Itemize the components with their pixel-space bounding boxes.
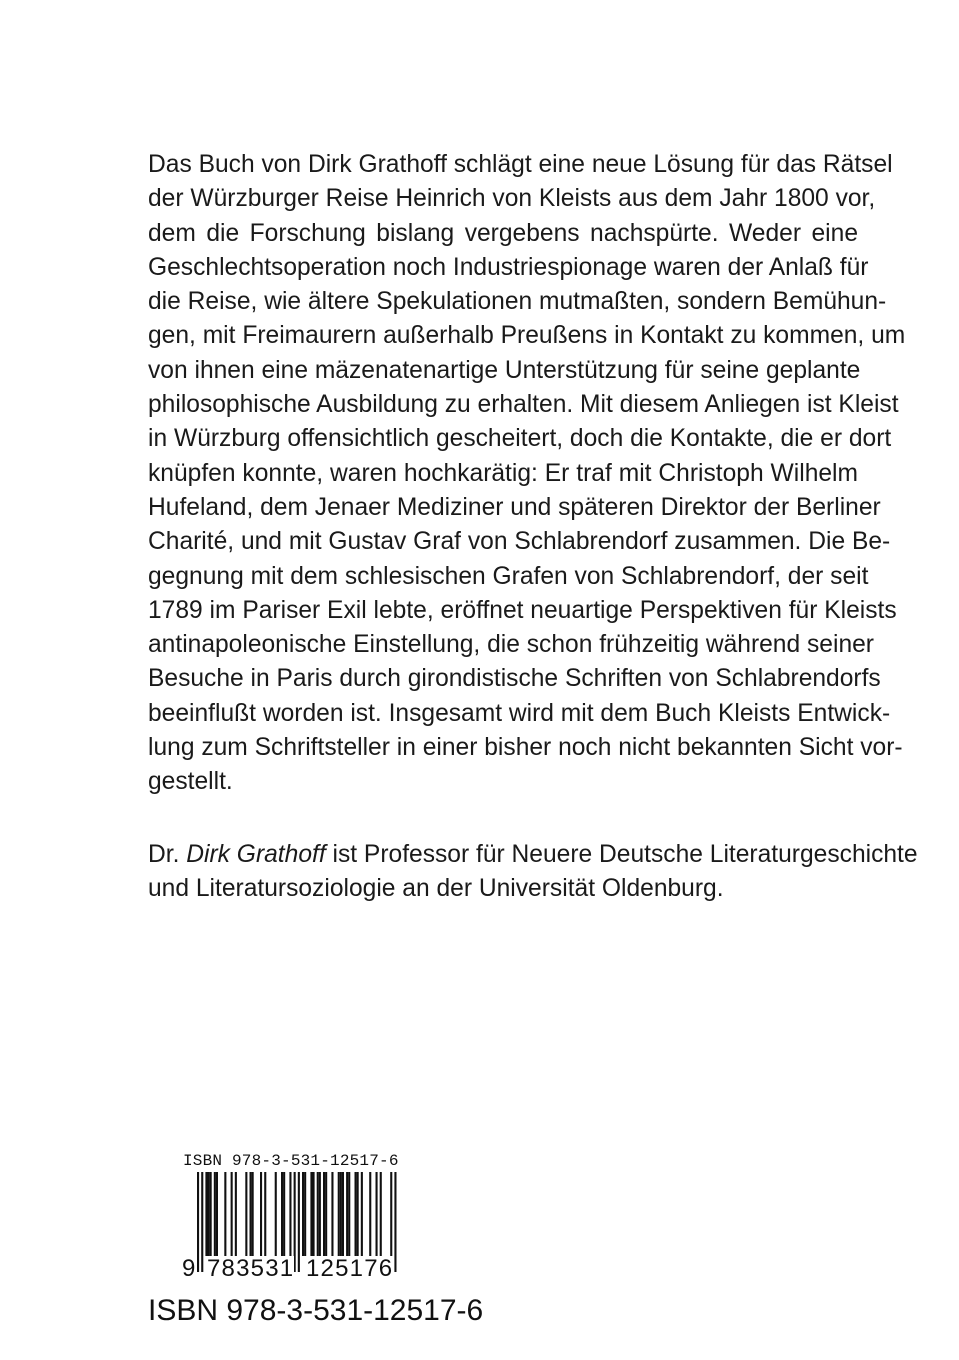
barcode-bar <box>304 1172 306 1256</box>
barcode-bar <box>355 1172 357 1256</box>
barcode-bar <box>357 1172 359 1256</box>
ean-right-digits: 125176 <box>306 1255 394 1282</box>
blurb-line: 1789 im Pariser Exil lebte, eröffnet neuartige Perspektiven für Kleists <box>148 596 897 624</box>
blurb-line: gen, mit Freimaurern außerhalb Preußens in Kontakt zu kommen, um <box>148 322 906 350</box>
blurb-line: Charité, und mit Gustav Graf von Schlabrendorf zusammen. Die Be- <box>148 528 891 556</box>
barcode-bar <box>369 1172 371 1256</box>
blurb-line: lung zum Schriftsteller in einer bisher noch nicht bekannten Sicht vor- <box>148 734 903 762</box>
barcode-bar <box>205 1172 207 1256</box>
barcode-bar <box>313 1172 315 1256</box>
blurb-line: philosophische Ausbildung zu erhalten. Mit diesem Anliegen ist Kleist <box>148 391 899 419</box>
barcode-bar <box>338 1172 340 1256</box>
blurb-line: Hufeland, dem Jenaer Mediziner und späteren Direktor der Berliner <box>148 493 881 521</box>
barcode-bar <box>342 1172 344 1256</box>
blurb-line: der Würzburger Reise Heinrich von Kleists aus dem Jahr 1800 vor, <box>148 185 876 213</box>
barcode-bar <box>210 1172 212 1256</box>
isbn-label-small: ISBN 978-3-531-12517-6 <box>183 1152 399 1170</box>
barcode-bar <box>380 1172 382 1256</box>
barcode-bar <box>323 1172 325 1256</box>
barcode-bar <box>283 1172 285 1256</box>
barcode-bar <box>281 1172 283 1256</box>
barcode-bar <box>325 1172 327 1256</box>
barcode-bar <box>197 1172 199 1272</box>
bio-line-1-rest: ist Professor für Neuere Deutsche Literaturgeschichte <box>325 841 918 868</box>
barcode-bar <box>260 1172 262 1256</box>
barcode-bar <box>298 1172 300 1272</box>
blurb-line: Besuche in Paris durch girondistische Schriften von Schlabrendorfs <box>148 665 881 693</box>
barcode-bar <box>319 1172 321 1256</box>
bio-prefix: Dr. <box>148 841 187 868</box>
blurb-line: gegnung mit dem schlesischen Grafen von Schlabrendorf, der seit <box>148 562 869 590</box>
author-bio <box>148 838 918 907</box>
bio-line-1 <box>148 838 918 872</box>
barcode-bar <box>214 1172 216 1256</box>
barcode-bar <box>216 1172 218 1256</box>
barcode-bar <box>348 1172 350 1256</box>
blurb-line: die Reise, wie ältere Spekulationen mutmaßten, sondern Bemühun- <box>148 288 887 316</box>
isbn-label-large: ISBN 978-3-531-12517-6 <box>148 1294 484 1327</box>
bio-line-2: und Literatursoziologie an der Universität Oldenburg. <box>148 875 724 903</box>
barcode-bar <box>376 1172 378 1256</box>
barcode-bar <box>224 1172 226 1256</box>
ean-left-digits: 783531 <box>207 1255 295 1282</box>
blurb-line: Geschlechtsoperation noch Industriespionage waren der Anlaß für <box>148 253 869 281</box>
barcode-bar <box>302 1172 304 1256</box>
barcode-bar <box>201 1172 203 1272</box>
barcode-bar <box>231 1172 233 1256</box>
barcode-bar <box>346 1172 348 1256</box>
blurb-text <box>148 148 906 800</box>
barcode-bar <box>208 1172 210 1256</box>
barcode-bar <box>289 1172 291 1256</box>
blurb-line: beeinflußt worden ist. Insgesamt wird mit dem Buch Kleists Entwick- <box>148 699 891 727</box>
blurb-line: dem die Forschung bislang vergebens nachspürte. Weder eine <box>148 219 858 247</box>
author-name: Dirk Grathoff <box>186 841 326 868</box>
blurb-line: knüpfen konnte, waren hochkarätig: Er traf mit Christoph Wilhelm <box>148 459 858 487</box>
barcode-bar <box>275 1172 277 1256</box>
barcode-bar <box>340 1172 342 1256</box>
ean-lead-digit: 9 <box>182 1255 196 1282</box>
barcode-bar <box>250 1172 252 1256</box>
barcode-bar <box>235 1172 237 1256</box>
blurb-line: antinapoleonische Einstellung, die schon frühzeitig während seiner <box>148 631 874 659</box>
barcode-bar <box>264 1172 266 1256</box>
barcode-bar <box>331 1172 333 1256</box>
barcode-bar <box>245 1172 247 1256</box>
barcode-bar <box>317 1172 319 1256</box>
blurb-line: in Würzburg offensichtlich gescheitert, doch die Kontakte, die er dort <box>148 425 892 453</box>
barcode-bar <box>252 1172 254 1256</box>
blurb-line: gestellt. <box>148 768 233 796</box>
barcode-bar <box>394 1172 396 1272</box>
barcode-bar <box>361 1172 363 1256</box>
blurb-line: von ihnen eine mäzenatenartige Unterstützung für seine geplante <box>148 356 861 384</box>
blurb-line: Das Buch von Dirk Grathoff schlägt eine neue Lösung für das Rätsel <box>148 151 893 178</box>
barcode-bar <box>310 1172 312 1256</box>
